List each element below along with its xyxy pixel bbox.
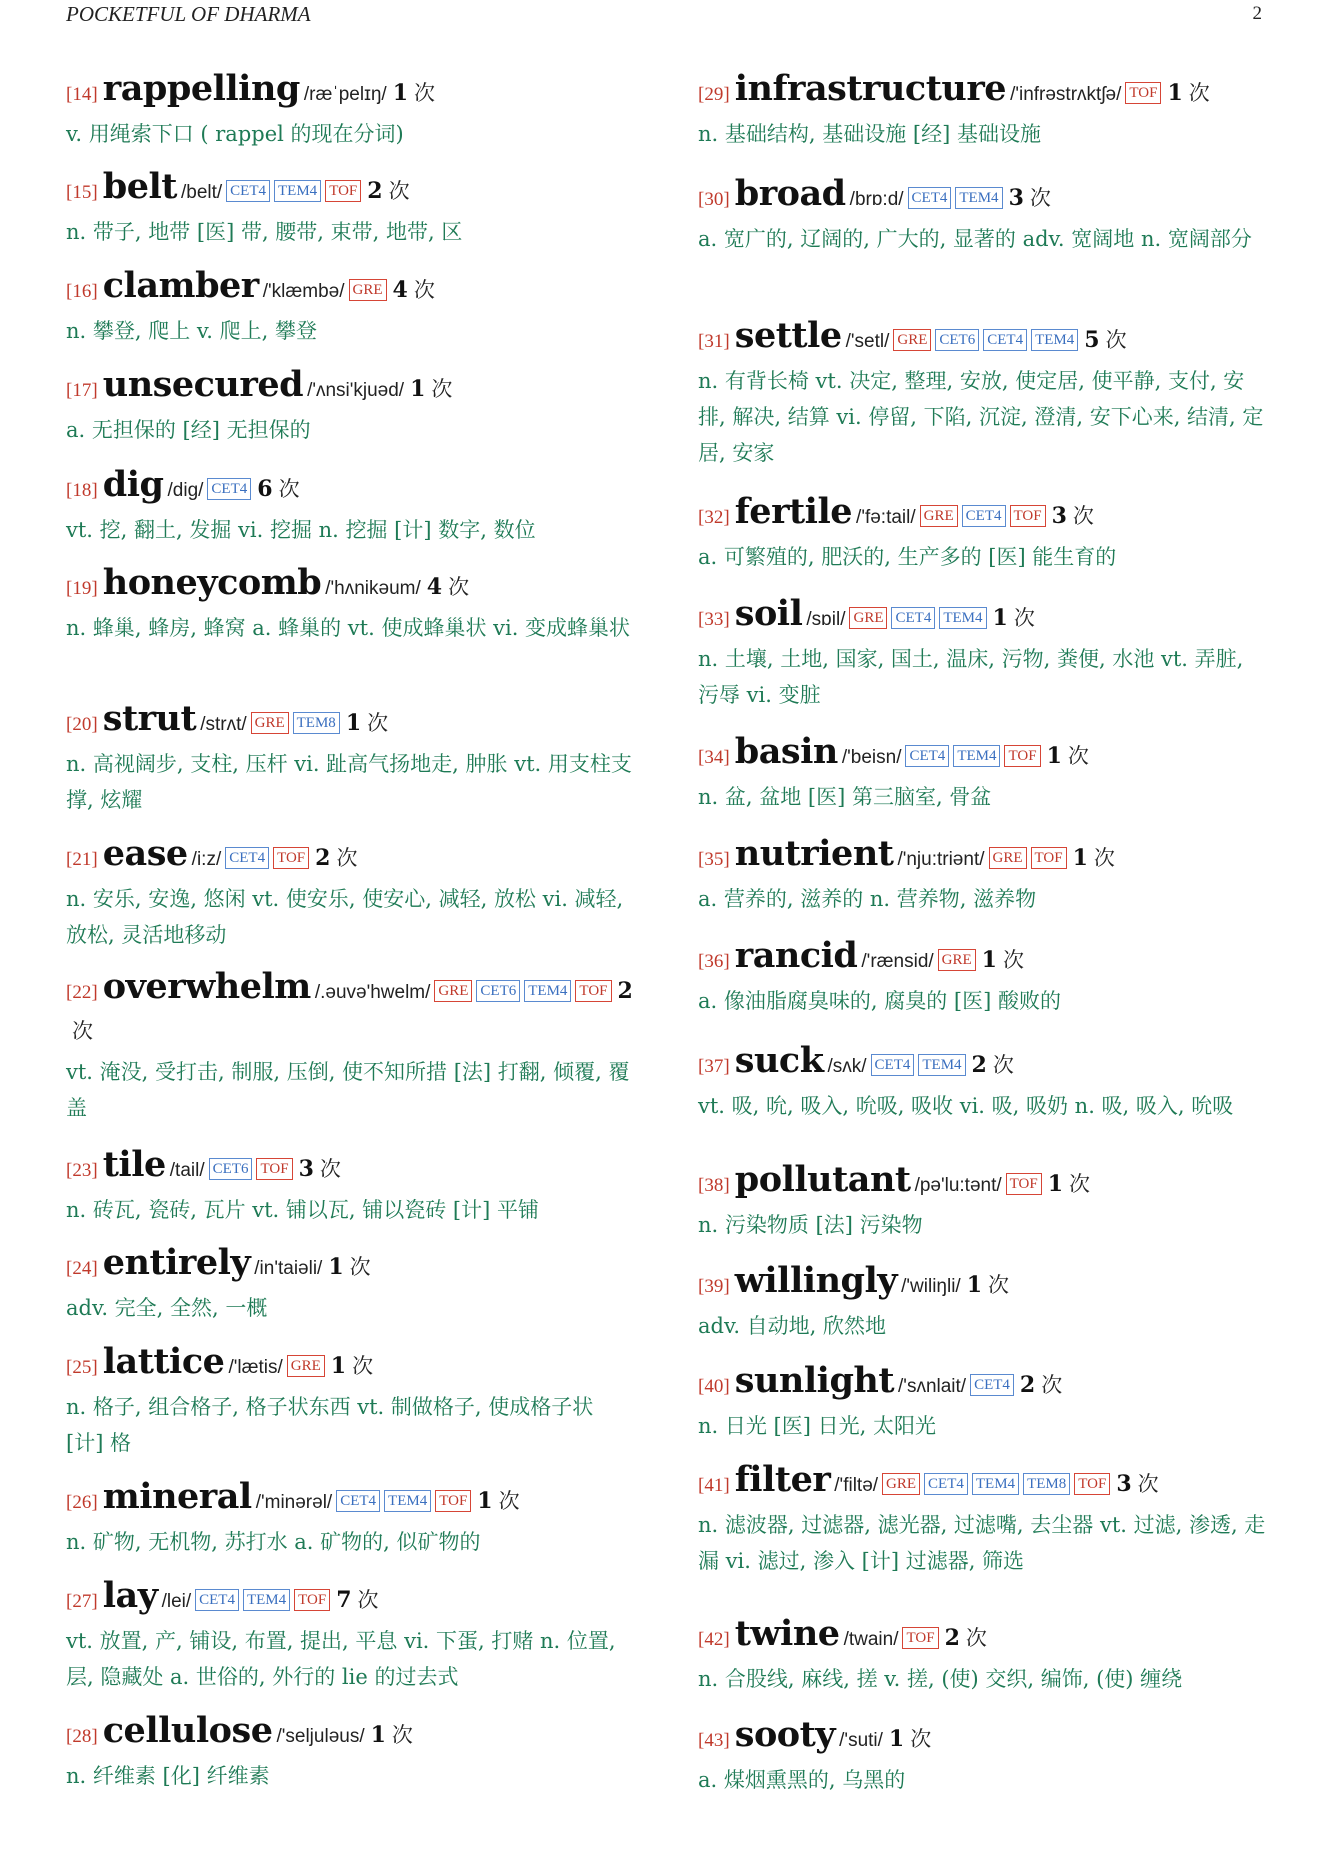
- exam-tag: GRE: [287, 1355, 325, 1377]
- word-entry: [698, 835, 1270, 917]
- exam-tag: CET4: [225, 847, 269, 869]
- entry-index: [43]: [698, 1730, 730, 1751]
- exam-tag: TEM4: [939, 607, 986, 629]
- headword: tile: [102, 1144, 166, 1185]
- exam-tag: CET6: [935, 329, 979, 351]
- occurrence-count: 1: [1072, 845, 1088, 871]
- exam-tag: GRE: [349, 279, 387, 301]
- count-unit: 次: [278, 477, 300, 501]
- count-unit: 次: [1002, 948, 1024, 972]
- exam-tag: CET4: [983, 329, 1027, 351]
- count-unit: 次: [367, 711, 389, 735]
- definition: n. 高视阔步, 支柱, 压杆 vi. 趾高气扬地走, 肿胀 vt. 用支柱支撑, 炫耀: [66, 752, 632, 812]
- word-entry: [698, 1362, 1270, 1444]
- definition: adv. 完全, 全然, 一概: [66, 1296, 268, 1320]
- phonetic: /tail/: [169, 1160, 205, 1181]
- headword: sooty: [734, 1714, 836, 1755]
- word-entry: [698, 1161, 1270, 1243]
- occurrence-count: 2: [617, 978, 633, 1004]
- headword: rappelling: [102, 68, 300, 109]
- entry-index: [22]: [66, 982, 98, 1003]
- entry-headline: [66, 1577, 636, 1621]
- headword: nutrient: [734, 833, 894, 874]
- occurrence-count: 1: [392, 80, 408, 106]
- word-entry: [698, 733, 1270, 815]
- exam-tag: CET6: [476, 980, 520, 1002]
- count-unit: 次: [357, 1588, 379, 1612]
- exam-tag: TEM4: [524, 980, 571, 1002]
- exam-tag: TOF: [273, 847, 309, 869]
- entry-index: [15]: [66, 182, 98, 203]
- phonetic: /'wiliŋli/: [901, 1276, 961, 1297]
- word-entry: [698, 1461, 1270, 1579]
- entry-headline: [66, 700, 636, 744]
- entry-index: [19]: [66, 578, 98, 599]
- count-unit: 次: [391, 1723, 413, 1747]
- phonetic: /strʌt/: [200, 714, 247, 735]
- headword: mineral: [102, 1476, 252, 1517]
- occurrence-count: 1: [966, 1272, 983, 1298]
- count-unit: 次: [319, 1157, 341, 1181]
- word-entry: [698, 1262, 1270, 1344]
- headword: broad: [734, 173, 846, 214]
- entry-headline: [66, 1244, 636, 1288]
- word-entry: [66, 1577, 636, 1695]
- occurrence-count: 2: [1019, 1372, 1036, 1398]
- entry-headline: [66, 466, 636, 510]
- exam-tag: CET4: [924, 1473, 968, 1495]
- occurrence-count: 1: [345, 710, 362, 736]
- headword: rancid: [734, 935, 858, 976]
- definition: vt. 吸, 吮, 吸入, 吮吸, 吸收 vi. 吸, 吸奶 n. 吸, 吸入, 吮吸: [698, 1094, 1234, 1118]
- entry-headline: [66, 1712, 636, 1756]
- word-entry: [698, 175, 1270, 257]
- phonetic: /ræˈpelɪŋ/: [303, 84, 387, 105]
- word-entry: [66, 466, 636, 548]
- definition: n. 滤波器, 过滤器, 滤光器, 过滤嘴, 去尘器 vt. 过滤, 渗透, 走漏 vi. 滤过, 渗入 [计] 过滤器, 筛选: [698, 1513, 1266, 1573]
- occurrence-count: 3: [1051, 503, 1067, 529]
- occurrence-count: 5: [1084, 327, 1100, 353]
- phonetic: /'suti/: [839, 1730, 883, 1751]
- occurrence-count: 1: [888, 1726, 905, 1752]
- definition: a. 煤烟熏黑的, 乌黑的: [698, 1768, 906, 1792]
- occurrence-count: 1: [410, 376, 426, 402]
- headword: dig: [102, 464, 164, 505]
- entry-index: [41]: [698, 1475, 730, 1496]
- occurrence-count: 1: [1046, 743, 1062, 769]
- occurrence-count: 1: [328, 1254, 344, 1280]
- word-entry: [66, 70, 636, 152]
- exam-tag: CET4: [908, 187, 952, 209]
- count-unit: 次: [498, 1489, 520, 1513]
- page-header: [66, 0, 1262, 28]
- exam-tag: TOF: [256, 1158, 292, 1180]
- entry-index: [28]: [66, 1726, 98, 1747]
- headword: unsecured: [102, 364, 304, 405]
- exam-tag: CET4: [226, 180, 270, 202]
- word-entry: [698, 937, 1270, 1019]
- count-unit: 次: [431, 377, 453, 401]
- definition: n. 合股线, 麻线, 搓 v. 搓, (使) 交织, 编饰, (使) 缠绕: [698, 1667, 1183, 1691]
- entry-index: [16]: [66, 281, 98, 302]
- exam-tag: TEM4: [243, 1589, 290, 1611]
- phonetic: /pə'lu:tənt/: [914, 1175, 1002, 1196]
- occurrence-count: 4: [426, 574, 443, 600]
- phonetic: /'rænsid/: [861, 951, 934, 972]
- phonetic: /sɒil/: [806, 609, 846, 630]
- entry-index: [38]: [698, 1175, 730, 1196]
- exam-tag: TEM4: [274, 180, 321, 202]
- exam-tag: CET4: [336, 1490, 380, 1512]
- definition: n. 有背长椅 vt. 决定, 整理, 安放, 使定居, 使平静, 支付, 安排, 解决, 结算 vi. 停留, 下陷, 沉淀, 澄清, 安下心来, 结清, 定居, 安家: [698, 369, 1264, 465]
- word-entry: [698, 70, 1270, 152]
- headword: lattice: [102, 1341, 225, 1382]
- entry-headline: [66, 366, 636, 410]
- headword: honeycomb: [102, 562, 322, 603]
- count-unit: 次: [1067, 744, 1089, 768]
- entry-index: [31]: [698, 331, 730, 352]
- entry-headline: [698, 1716, 1270, 1760]
- phonetic: /'filtə/: [834, 1475, 879, 1496]
- entry-index: [21]: [66, 849, 98, 870]
- count-unit: 次: [352, 1354, 374, 1378]
- exam-tag: CET4: [891, 607, 935, 629]
- definition: n. 带子, 地带 [医] 带, 腰带, 束带, 地带, 区: [66, 220, 463, 244]
- headword: willingly: [734, 1260, 898, 1301]
- phonetic: /'ʌnsi'kjuəd/: [307, 380, 405, 401]
- headword: entirely: [102, 1242, 251, 1283]
- headword: overwhelm: [102, 966, 311, 1007]
- count-unit: 次: [414, 81, 435, 105]
- occurrence-count: 3: [1008, 185, 1024, 211]
- occurrence-count: 2: [944, 1625, 960, 1651]
- entry-index: [27]: [66, 1591, 98, 1612]
- occurrence-count: 6: [257, 476, 273, 502]
- book-title: POCKETFUL OF DHARMA: [66, 1, 311, 26]
- exam-tag: GRE: [882, 1473, 920, 1495]
- occurrence-count: 1: [1167, 80, 1183, 106]
- entry-headline: [66, 1146, 636, 1190]
- occurrence-count: 2: [971, 1052, 987, 1078]
- entry-index: [42]: [698, 1629, 730, 1650]
- count-unit: 次: [910, 1727, 932, 1751]
- count-unit: 次: [448, 575, 470, 599]
- count-unit: 次: [1105, 328, 1127, 352]
- definition: n. 盆, 盆地 [医] 第三脑室, 骨盆: [698, 785, 992, 809]
- count-unit: 次: [1072, 504, 1094, 528]
- occurrence-count: 3: [1116, 1471, 1132, 1497]
- phonetic: /dig/: [167, 480, 204, 501]
- occurrence-count: 1: [992, 605, 1008, 631]
- definition: n. 日光 [医] 日光, 太阳光: [698, 1414, 936, 1438]
- count-unit: 次: [1137, 1472, 1159, 1496]
- exam-tag: TOF: [1004, 745, 1040, 767]
- definition: n. 砖瓦, 瓷砖, 瓦片 vt. 铺以瓦, 铺以瓷砖 [计] 平铺: [66, 1198, 539, 1222]
- count-unit: 次: [349, 1255, 371, 1279]
- exam-tag: TEM4: [972, 1473, 1019, 1495]
- entry-headline: [66, 968, 636, 1052]
- exam-tag: CET4: [871, 1054, 915, 1076]
- occurrence-count: 1: [330, 1353, 347, 1379]
- headword: sunlight: [734, 1360, 895, 1401]
- exam-tag: TEM8: [293, 712, 340, 734]
- headword: strut: [102, 698, 197, 739]
- definition: vt. 放置, 产, 铺设, 布置, 提出, 平息 vi. 下蛋, 打赌 n. 位置, 层, 隐藏处 a. 世俗的, 外行的 lie 的过去式: [66, 1629, 616, 1689]
- entry-index: [17]: [66, 380, 98, 401]
- exam-tag: TEM4: [918, 1054, 965, 1076]
- exam-tag: GRE: [893, 329, 931, 351]
- definition: a. 无担保的 [经] 无担保的: [66, 418, 311, 442]
- entry-headline: [698, 733, 1270, 777]
- headword: cellulose: [102, 1710, 273, 1751]
- exam-tag: GRE: [938, 949, 976, 971]
- word-entry: [698, 493, 1270, 575]
- word-entry: [698, 595, 1270, 713]
- occurrence-count: 1: [1047, 1171, 1064, 1197]
- definition: a. 宽广的, 辽阔的, 广大的, 显著的 adv. 宽阔地 n. 宽阔部分: [698, 227, 1252, 251]
- entry-index: [37]: [698, 1056, 730, 1077]
- entry-headline: [698, 175, 1270, 219]
- count-unit: 次: [1029, 186, 1051, 210]
- entry-headline: [698, 493, 1270, 537]
- exam-tag: CET4: [905, 745, 949, 767]
- occurrence-count: 1: [981, 947, 997, 973]
- phonetic: /'nju:triənt/: [897, 849, 985, 870]
- definition: n. 纤维素 [化] 纤维素: [66, 1764, 270, 1788]
- count-unit: 次: [336, 846, 358, 870]
- headword: soil: [734, 593, 803, 634]
- exam-tag: TOF: [1074, 1473, 1110, 1495]
- entry-headline: [66, 564, 636, 608]
- exam-tag: GRE: [989, 847, 1027, 869]
- word-entry: [698, 1615, 1270, 1697]
- entry-index: [25]: [66, 1357, 98, 1378]
- definition: v. 用绳索下口 ( rappel 的现在分词): [66, 122, 404, 146]
- entry-index: [20]: [66, 714, 98, 735]
- entry-index: [26]: [66, 1492, 98, 1513]
- exam-tag: TOF: [1125, 82, 1161, 104]
- word-entry: [66, 1712, 636, 1794]
- exam-tag: CET4: [195, 1589, 239, 1611]
- entry-headline: [698, 595, 1270, 639]
- phonetic: /'fə:tail/: [856, 507, 916, 528]
- occurrence-count: 1: [477, 1488, 493, 1514]
- count-unit: 次: [388, 179, 410, 203]
- phonetic: /in'taiəli/: [254, 1258, 323, 1279]
- headword: twine: [734, 1613, 840, 1654]
- headword: infrastructure: [734, 68, 1007, 109]
- headword: belt: [102, 166, 177, 207]
- definition: a. 营养的, 滋养的 n. 营养物, 滋养物: [698, 887, 1037, 911]
- exam-tag: CET6: [209, 1158, 253, 1180]
- occurrence-count: 4: [392, 277, 408, 303]
- definition: vt. 淹没, 受打击, 制服, 压倒, 使不知所措 [法] 打翻, 倾覆, 覆盖: [66, 1060, 630, 1120]
- phonetic: /'sʌnlait/: [898, 1376, 967, 1397]
- word-entry: [66, 366, 636, 448]
- count-unit: 次: [413, 278, 435, 302]
- entry-headline: [698, 317, 1270, 361]
- exam-tag: CET4: [962, 505, 1006, 527]
- entry-index: [29]: [698, 84, 730, 105]
- entry-headline: [66, 267, 636, 311]
- exam-tag: TEM4: [1031, 329, 1078, 351]
- word-entry: [66, 968, 636, 1126]
- phonetic: /'setl/: [845, 331, 890, 352]
- exam-tag: GRE: [849, 607, 887, 629]
- exam-tag: TOF: [294, 1589, 330, 1611]
- occurrence-count: 1: [370, 1722, 386, 1748]
- definition: n. 安乐, 安逸, 悠闲 vt. 使安乐, 使安心, 减轻, 放松 vi. 减轻, 放松, 灵活地移动: [66, 887, 624, 947]
- entry-index: [34]: [698, 747, 730, 768]
- word-entry: [66, 564, 636, 646]
- entry-index: [36]: [698, 951, 730, 972]
- phonetic: /i:z/: [191, 849, 222, 870]
- phonetic: /.əuvə'hwelm/: [314, 982, 431, 1003]
- occurrence-count: 3: [298, 1156, 314, 1182]
- entry-headline: [698, 937, 1270, 981]
- entry-headline: [698, 1615, 1270, 1659]
- exam-tag: CET4: [207, 478, 251, 500]
- word-entry: [66, 267, 636, 349]
- definition: n. 蜂巢, 蜂房, 蜂窝 a. 蜂巢的 vt. 使成蜂巢状 vi. 变成蜂巢状: [66, 616, 631, 640]
- phonetic: /lei/: [161, 1591, 192, 1612]
- exam-tag: TOF: [325, 180, 361, 202]
- exam-tag: TEM4: [953, 745, 1000, 767]
- definition: a. 像油脂腐臭味的, 腐臭的 [医] 酸败的: [698, 989, 1061, 1013]
- count-unit: 次: [1069, 1172, 1091, 1196]
- definition: n. 基础结构, 基础设施 [经] 基础设施: [698, 122, 1041, 146]
- entry-headline: [698, 1262, 1270, 1306]
- word-entry: [66, 835, 636, 953]
- entry-index: [18]: [66, 480, 98, 501]
- exam-tag: TEM8: [1023, 1473, 1070, 1495]
- definition: n. 土壤, 土地, 国家, 国土, 温床, 污物, 粪便, 水池 vt. 弄脏, 污辱 vi. 变脏: [698, 647, 1244, 707]
- exam-tag: TOF: [902, 1627, 938, 1649]
- count-unit: 次: [965, 1626, 987, 1650]
- entry-headline: [66, 835, 636, 879]
- definition: vt. 挖, 翻土, 发掘 vi. 挖掘 n. 挖掘 [计] 数字, 数位: [66, 518, 536, 542]
- phonetic: /sʌk/: [827, 1056, 867, 1077]
- phonetic: /'infrəstrʌktʃə/: [1010, 84, 1122, 105]
- headword: clamber: [102, 265, 259, 306]
- entry-headline: [66, 70, 636, 114]
- phonetic: /twain/: [843, 1629, 899, 1650]
- headword: fertile: [734, 491, 853, 532]
- exam-tag: TOF: [1010, 505, 1046, 527]
- entry-index: [14]: [66, 84, 98, 105]
- word-entry: [66, 1146, 636, 1228]
- count-unit: 次: [1013, 606, 1035, 630]
- entry-index: [33]: [698, 609, 730, 630]
- phonetic: /'hʌnikəum/: [325, 578, 421, 599]
- exam-tag: GRE: [251, 712, 289, 734]
- headword: ease: [102, 833, 188, 874]
- count-unit: 次: [988, 1273, 1010, 1297]
- page-number: 2: [1252, 3, 1262, 24]
- entry-index: [24]: [66, 1258, 98, 1279]
- definition: a. 可繁殖的, 肥沃的, 生产多的 [医] 能生育的: [698, 545, 1117, 569]
- entry-index: [40]: [698, 1376, 730, 1397]
- word-entry: [66, 700, 636, 818]
- definition: n. 攀登, 爬上 v. 爬上, 攀登: [66, 319, 317, 343]
- occurrence-count: 2: [367, 178, 383, 204]
- definition: n. 污染物质 [法] 污染物: [698, 1213, 923, 1237]
- definition: adv. 自动地, 欣然地: [698, 1314, 887, 1338]
- entry-index: [35]: [698, 849, 730, 870]
- exam-tag: CET4: [970, 1374, 1014, 1396]
- entry-headline: [698, 1161, 1270, 1205]
- count-unit: 次: [1041, 1373, 1063, 1397]
- headword: lay: [102, 1575, 158, 1616]
- headword: settle: [734, 315, 842, 356]
- phonetic: /'lætis/: [228, 1357, 283, 1378]
- exam-tag: GRE: [434, 980, 472, 1002]
- occurrence-count: 2: [315, 845, 331, 871]
- entry-headline: [698, 70, 1270, 114]
- definition: n. 格子, 组合格子, 格子状东西 vt. 制做格子, 使成格子状 [计] 格: [66, 1395, 594, 1455]
- phonetic: /'minərəl/: [255, 1492, 333, 1513]
- entry-index: [23]: [66, 1160, 98, 1181]
- entry-index: [32]: [698, 507, 730, 528]
- phonetic: /belt/: [180, 182, 223, 203]
- phonetic: /'beisn/: [841, 747, 902, 768]
- exam-tag: TEM4: [384, 1490, 431, 1512]
- word-entry: [66, 168, 636, 250]
- occurrence-count: 7: [336, 1587, 352, 1613]
- phonetic: /brɒ:d/: [849, 189, 904, 210]
- count-unit: 次: [72, 1019, 93, 1043]
- count-unit: 次: [1093, 846, 1115, 870]
- count-unit: 次: [1188, 81, 1210, 105]
- headword: suck: [734, 1040, 824, 1081]
- entry-headline: [66, 168, 636, 212]
- word-entry: [66, 1478, 636, 1560]
- exam-tag: TEM4: [955, 187, 1002, 209]
- word-entry: [66, 1343, 636, 1461]
- entry-headline: [698, 1362, 1270, 1406]
- word-entry: [698, 1042, 1270, 1124]
- phonetic: /'klæmbə/: [262, 281, 345, 302]
- word-entry: [66, 1244, 636, 1326]
- word-entry: [698, 1716, 1270, 1798]
- count-unit: 次: [992, 1053, 1014, 1077]
- phonetic: /'seljuləus/: [276, 1726, 365, 1747]
- entry-index: [30]: [698, 189, 730, 210]
- entry-headline: [698, 835, 1270, 879]
- exam-tag: TOF: [1031, 847, 1067, 869]
- exam-tag: TOF: [575, 980, 611, 1002]
- entry-headline: [66, 1343, 636, 1387]
- exam-tag: TOF: [1006, 1173, 1042, 1195]
- definition: n. 矿物, 无机物, 苏打水 a. 矿物的, 似矿物的: [66, 1530, 481, 1554]
- exam-tag: GRE: [920, 505, 958, 527]
- entry-headline: [698, 1461, 1270, 1505]
- headword: basin: [734, 731, 838, 772]
- word-entry: [698, 317, 1270, 471]
- entry-headline: [698, 1042, 1270, 1086]
- entry-index: [39]: [698, 1276, 730, 1297]
- headword: filter: [734, 1459, 831, 1500]
- headword: pollutant: [734, 1159, 911, 1200]
- exam-tag: TOF: [435, 1490, 471, 1512]
- entry-headline: [66, 1478, 636, 1522]
